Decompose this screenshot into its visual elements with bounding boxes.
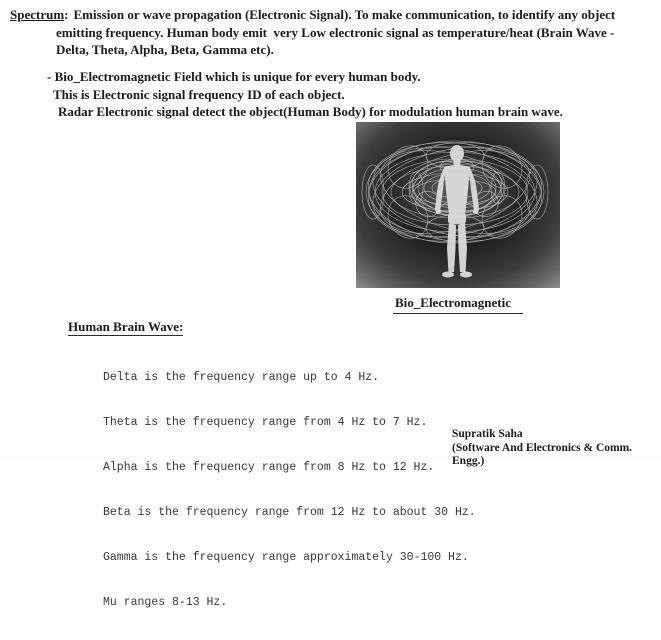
bio-field-graphic [356, 122, 560, 288]
spectrum-colon: : [64, 7, 69, 22]
brain-wave-mu: Mu ranges 8-13 Hz. [103, 596, 228, 609]
bio-notes-paragraph [47, 68, 647, 121]
brain-wave-theta: Theta is the frequency range from 4 Hz to 7 Hz. [103, 416, 428, 429]
bio-note-1: - Bio_Electromagnetic Field which is unique for every human body. [47, 69, 421, 84]
bio-electromagnetic-image [356, 122, 560, 288]
brain-wave-list [103, 340, 476, 640]
spectrum-text-1: Emission or wave propagation (Electronic Signal). To make communication, to identify any object [73, 7, 616, 22]
spectrum-line-1 [10, 6, 655, 24]
figure-caption-row [356, 294, 560, 314]
brain-wave-alpha: Alpha is the frequency range from 8 Hz to 12 Hz. [103, 461, 435, 474]
spectrum-text-2: emitting frequency. Human body emit very Low electronic signal as temperature/heat (Brain Wave - [56, 24, 615, 40]
attribution [452, 428, 661, 469]
spectrum-paragraph [10, 6, 655, 59]
figure-caption: Bio_Electromagnetic [393, 295, 523, 314]
spectrum-text-3: Delta, Theta, Alpha, Beta, Gamma etc). [56, 42, 274, 57]
bio-note-2: This is Electronic signal frequency ID of each object. [53, 86, 345, 102]
spectrum-heading: Spectrum [10, 7, 65, 22]
brain-wave-gamma: Gamma is the frequency range approximately 30-100 Hz. [103, 551, 469, 564]
brain-wave-beta: Beta is the frequency range from 12 Hz to about 30 Hz. [103, 506, 476, 519]
brain-wave-delta: Delta is the frequency range up to 4 Hz. [103, 371, 380, 384]
attribution-affiliation: (Software And Electronics & Comm. Engg.) [452, 441, 633, 467]
human-brain-wave-heading: Human Brain Wave: [68, 319, 184, 334]
bio-note-3: Radar Electronic signal detect the object(Human Body) for modulation human brain wave. [58, 104, 563, 119]
attribution-name: Supratik Saha [452, 428, 523, 440]
